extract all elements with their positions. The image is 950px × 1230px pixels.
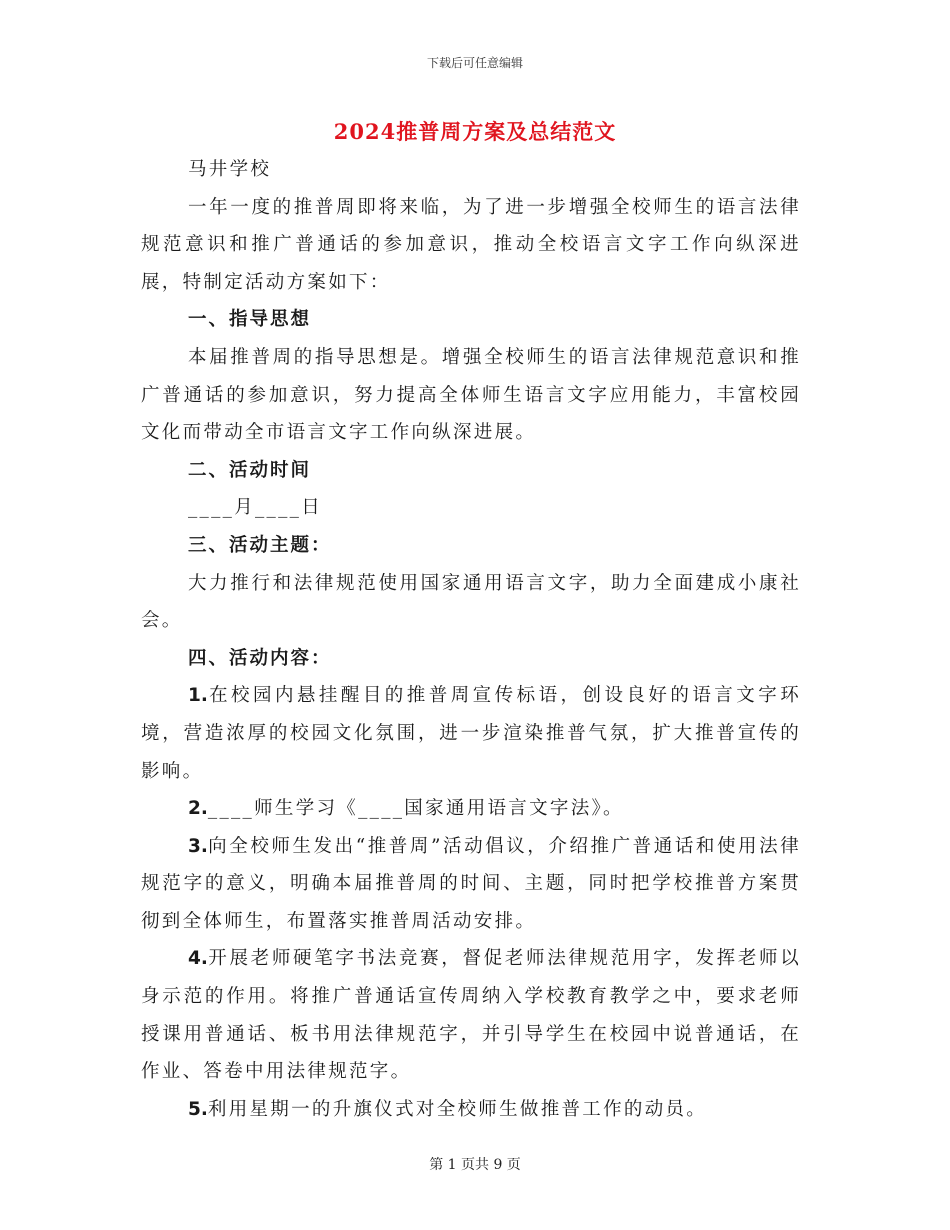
- list-item-text: 向全校师生发出“推普周”活动倡议，介绍推广普通话和使用法律规范字的意义，明确本届推普周的时间、主题，同时把学校推普方案贯彻到全体师生，布置落实推普周活动安排。: [141, 835, 801, 932]
- section-heading-activity-time: 二、活动时间: [188, 459, 312, 481]
- list-item: [141, 677, 801, 790]
- activity-time-paragraph: ____月____日: [188, 497, 323, 519]
- intro-paragraph: 一年一度的推普周即将来临，为了进一步增强全校师生的语言法律规范意识和推广普通话的参加意识，推动全校语言文字工作向纵深进展，特制定活动方案如下：: [141, 196, 801, 293]
- list-item-number: 5.: [188, 1098, 208, 1120]
- section-heading-activity-theme: 三、活动主题：: [188, 534, 332, 556]
- list-item-text: 开展老师硬笔字书法竞赛，督促老师法律规范用字，发挥老师以身示范的作用。将推广普通话宣传周纳入学校教育教学之中，要求老师授课用普通话、板书用法律规范字，并引导学生在校园中说普通话，在作业、答卷中用法律规范字。: [141, 948, 801, 1083]
- list-item: [141, 828, 801, 941]
- list-item-number: 4.: [188, 948, 208, 970]
- activity-theme-paragraph: 大力推行和法律规范使用国家通用语言文字，助力全面建成小康社会。: [141, 572, 801, 632]
- header-note: 下载后可任意编辑: [426, 56, 523, 70]
- list-item: [141, 940, 801, 1090]
- section-heading-guiding-idea: 一、指导思想: [188, 309, 312, 331]
- list-item-number: 2.: [188, 798, 208, 820]
- guiding-idea-paragraph: 本届推普周的指导思想是。增强全校师生的语言法律规范意识和推广普通话的参加意识，努力提高全体师生语言文字应用能力，丰富校园文化而带动全市语言文字工作向纵深进展。: [141, 346, 801, 444]
- document-body: [141, 151, 801, 1128]
- list-item-text: 在校园内悬挂醒目的推普周宣传标语，创设良好的语言文字环境，营造浓厚的校园文化氛围，进一步渲染推普气氛，扩大推普宣传的影响。: [141, 685, 801, 782]
- document-title: 2024推普周方案及总结范文: [333, 119, 617, 144]
- list-item-text: 利用星期一的升旗仪式对全校师生做推普工作的动员。: [207, 1098, 708, 1120]
- page-number: 第 1 页共 9 页: [429, 1157, 521, 1173]
- section-heading-activity-content: 四、活动内容：: [188, 647, 332, 669]
- list-item-number: 3.: [188, 835, 208, 857]
- list-item: [141, 790, 801, 828]
- list-item: [141, 1091, 801, 1129]
- list-item-number: 1.: [188, 685, 208, 707]
- list-item-text: ____师生学习《____国家通用语言文字法》。: [207, 798, 624, 820]
- school-name: 马井学校: [188, 159, 272, 180]
